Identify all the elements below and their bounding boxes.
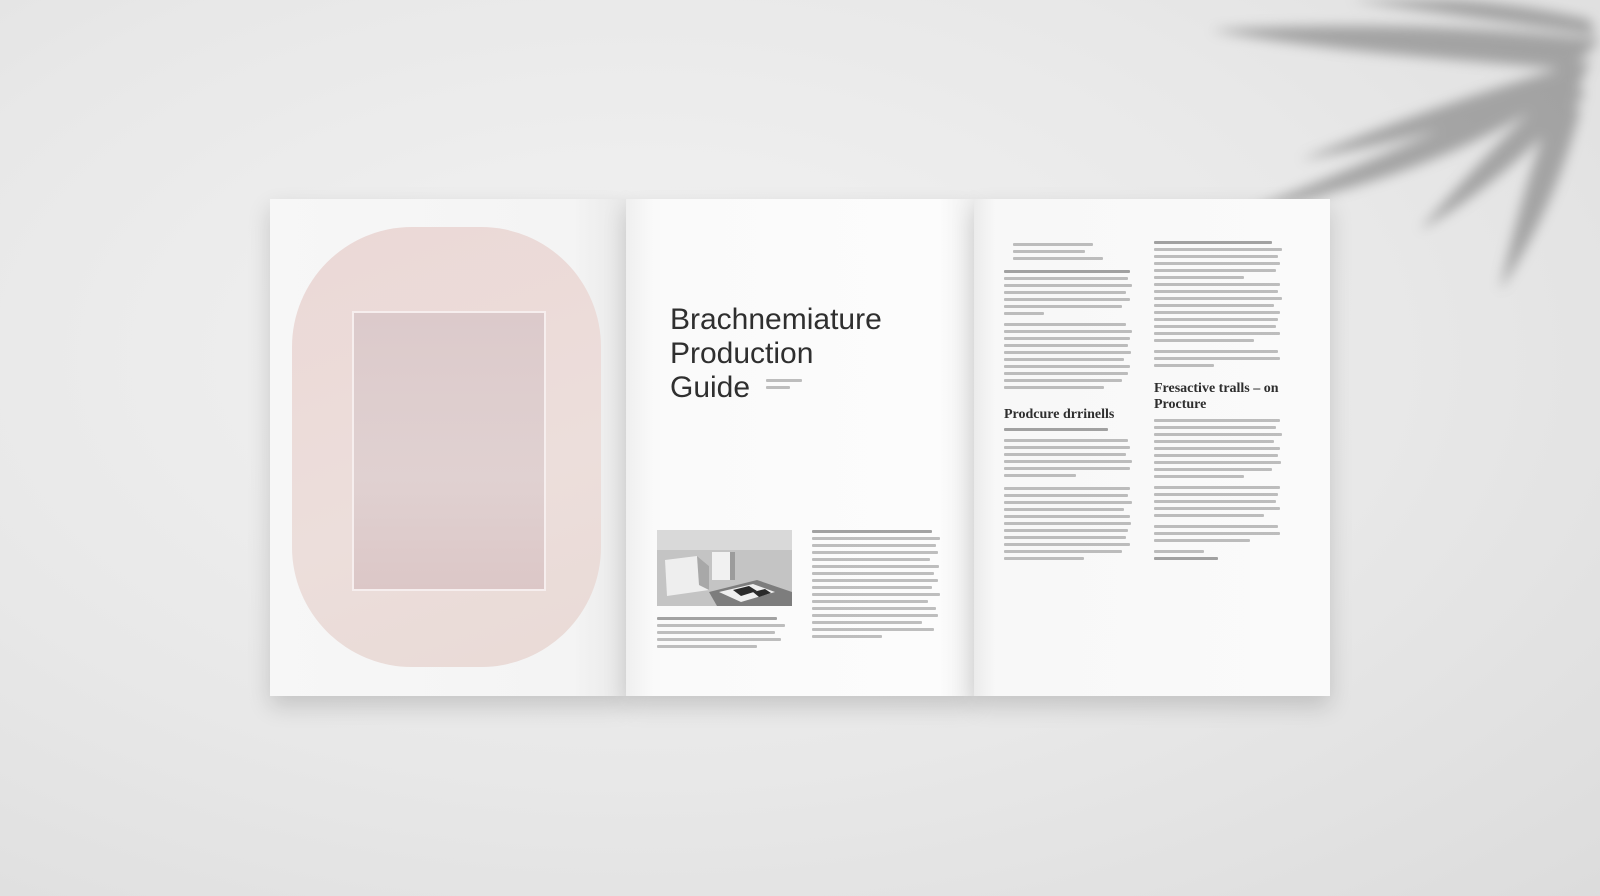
cover-subtitle-block bbox=[766, 379, 826, 393]
folio-text bbox=[304, 671, 306, 678]
photo-caption bbox=[657, 617, 789, 652]
photo-illustration bbox=[657, 530, 792, 606]
inner-heading-2 bbox=[1154, 381, 1286, 413]
dropcap-letter bbox=[1004, 241, 1009, 259]
interior-photo bbox=[657, 530, 792, 606]
inner-heading-2-line-1: Fresactive tralls – on bbox=[1154, 381, 1279, 396]
cover-title-line-3: Guide bbox=[670, 371, 751, 404]
back-cover-panel bbox=[270, 199, 626, 696]
inner-panel bbox=[974, 199, 1330, 696]
inner-heading-2-line-2: Procture bbox=[1154, 397, 1207, 412]
inner-column-left bbox=[1004, 241, 1136, 564]
pink-arch-shape bbox=[292, 227, 601, 667]
front-cover-panel bbox=[626, 199, 974, 696]
inner-heading-1: Prodcure drrinells bbox=[1004, 407, 1115, 422]
image-frame bbox=[352, 311, 546, 591]
brochure bbox=[270, 199, 1330, 696]
inner-column-right bbox=[1154, 241, 1286, 564]
cover-body-text bbox=[812, 530, 942, 642]
cover-title-line-1: Brachnemiature bbox=[670, 303, 882, 336]
cover-title-line-2: Production bbox=[670, 337, 814, 370]
dropcap-intro bbox=[1004, 241, 1136, 264]
folio-text-right bbox=[1302, 671, 1304, 678]
